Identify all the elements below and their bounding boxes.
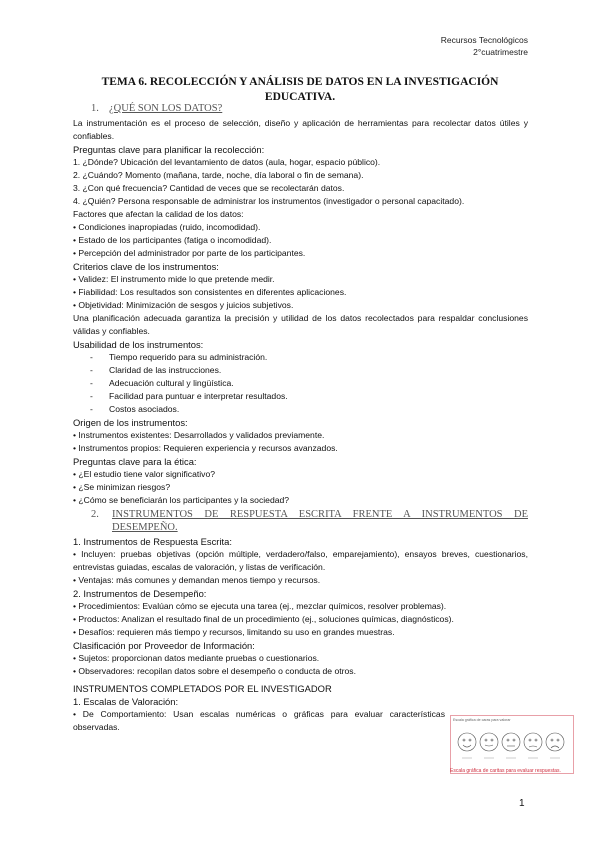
dash-item: - Claridad de las instrucciones. (90, 365, 222, 375)
list-item: 4. ¿Quién? Persona responsable de administrar los instrumentos (investigador o personal capacitado). (73, 196, 465, 206)
list-item: • Productos: Analizan el resultado final de un procedimiento (ej., soluciones químicas, diagnósticos). (73, 614, 454, 624)
list-item: • Ventajas: más comunes y demandan menos tiempo y recursos. (73, 575, 321, 585)
subheading: Criterios clave de los instrumentos: (73, 261, 219, 272)
face-icon (524, 733, 542, 751)
list-item: 1. ¿Dónde? Ubicación del levantamiento de datos (aula, hogar, espacio público). (73, 157, 381, 167)
dash-item: - Tiempo requerido para su administración. (90, 352, 268, 362)
face-icon (502, 733, 520, 751)
paragraph: La instrumentación es el proceso de selección, diseño y aplicación de herramientas para recolectar datos útiles y confiables. (73, 118, 528, 141)
face-icon (480, 733, 498, 751)
list-item: • ¿Cómo se beneficiarán los participantes y la sociedad? (73, 495, 290, 505)
subheading: Preguntas clave para la ética: (73, 456, 197, 467)
dash-item: - Costos asociados. (90, 404, 180, 414)
list-item: • Desafíos: requieren más tiempo y recursos, limitando su uso en grandes muestras. (73, 627, 395, 637)
list-item: • Incluyen: pruebas objetivas (opción múltiple, verdadero/falso, emparejamiento), ensayos breves, cuestionarios, entrevistas guiadas, escalas de valoración, y listas de verificación. (73, 549, 528, 572)
list-item: • Observadores: recopilan datos sobre el desempeño o conducta de otros. (73, 666, 356, 676)
image-caption-red: Escala gráfica de caritas para evaluar respuestas. (450, 768, 561, 774)
document-body (73, 102, 528, 734)
page-header (441, 34, 528, 58)
course-name: Recursos Tecnológicos (440, 35, 528, 45)
list-item: • Instrumentos existentes: Desarrollados y validados previamente. (73, 430, 325, 440)
list-item: • Fiabilidad: Los resultados son consistentes en diferentes aplicaciones. (73, 287, 347, 297)
face-icon (458, 733, 476, 751)
subheading: 1. Instrumentos de Respuesta Escrita: (73, 536, 232, 547)
faces-scale-image (450, 715, 574, 774)
subheading: 2. Instrumentos de Desempeño: (73, 588, 207, 599)
subheading: Factores que afectan la calidad de los datos: (73, 209, 244, 219)
subheading: 1. Escalas de Valoración: (73, 696, 179, 707)
subheading: Origen de los instrumentos: (73, 417, 188, 428)
face-icon (546, 733, 564, 751)
document-title: TEMA 6. RECOLECCIÓN Y ANÁLISIS DE DATOS EN LA INVESTIGACIÓN EDUCATIVA. (101, 76, 499, 103)
subheading: Preguntas clave para planificar la recolección: (73, 144, 265, 155)
subheading: INSTRUMENTOS COMPLETADOS POR EL INVESTIGADOR (73, 683, 332, 694)
list-item: • Percepción del administrador por parte de los participantes. (73, 248, 306, 258)
paragraph: Una planificación adecuada garantiza la precisión y utilidad de los datos recolectados para respaldar conclusiones válidas y confiables. (73, 313, 528, 336)
dash-item: - Facilidad para puntuar e interpretar resultados. (90, 391, 288, 401)
list-item: • Procedimientos: Evalúan cómo se ejecuta una tarea (ej., mezclar químicos, resolver problemas). (73, 601, 447, 611)
list-item: • Sujetos: proporcionan datos mediante pruebas o cuestionarios. (73, 653, 320, 663)
list-item: • Instrumentos propios: Requieren experiencia y recursos avanzados. (73, 443, 338, 453)
list-item: • De Comportamiento: Usan escalas numéricas o gráficas para evaluar características observadas. (73, 709, 445, 732)
image-caption: Escala gráfica de caras para valorar (453, 718, 511, 722)
list-item: • Estado de los participantes (fatiga o incomodidad). (73, 235, 272, 245)
faces-scale-graphic (457, 728, 569, 768)
list-item: • Condiciones inapropiadas (ruido, incomodidad). (73, 222, 261, 232)
list-item: • Objetividad: Minimización de sesgos y juicios subjetivos. (73, 300, 294, 310)
list-item: • ¿Se minimizan riesgos? (73, 482, 171, 492)
list-item: 2. ¿Cuándo? Momento (mañana, tarde, noche, día laboral o fin de semana). (73, 170, 364, 180)
subheading: Clasificación por Proveedor de Información: (73, 640, 255, 651)
subheading: Usabilidad de los instrumentos: (73, 339, 204, 350)
section-heading-1: 1. ¿QUÉ SON LOS DATOS? (91, 103, 223, 114)
list-item: • ¿El estudio tiene valor significativo? (73, 469, 216, 479)
list-item: 3. ¿Con qué frecuencia? Cantidad de veces que se recolectarán datos. (73, 183, 345, 193)
page-number: 1 (519, 798, 525, 809)
section-heading-2: 2. INSTRUMENTOS DE RESPUESTA ESCRITA FRENTE A INSTRUMENTOS DE DESEMPEÑO. (91, 509, 528, 533)
dash-item: - Adecuación cultural y lingüística. (90, 378, 234, 388)
list-item: • Validez: El instrumento mide lo que pretende medir. (73, 274, 275, 284)
semester: 2°cuatrimestre (473, 47, 528, 57)
